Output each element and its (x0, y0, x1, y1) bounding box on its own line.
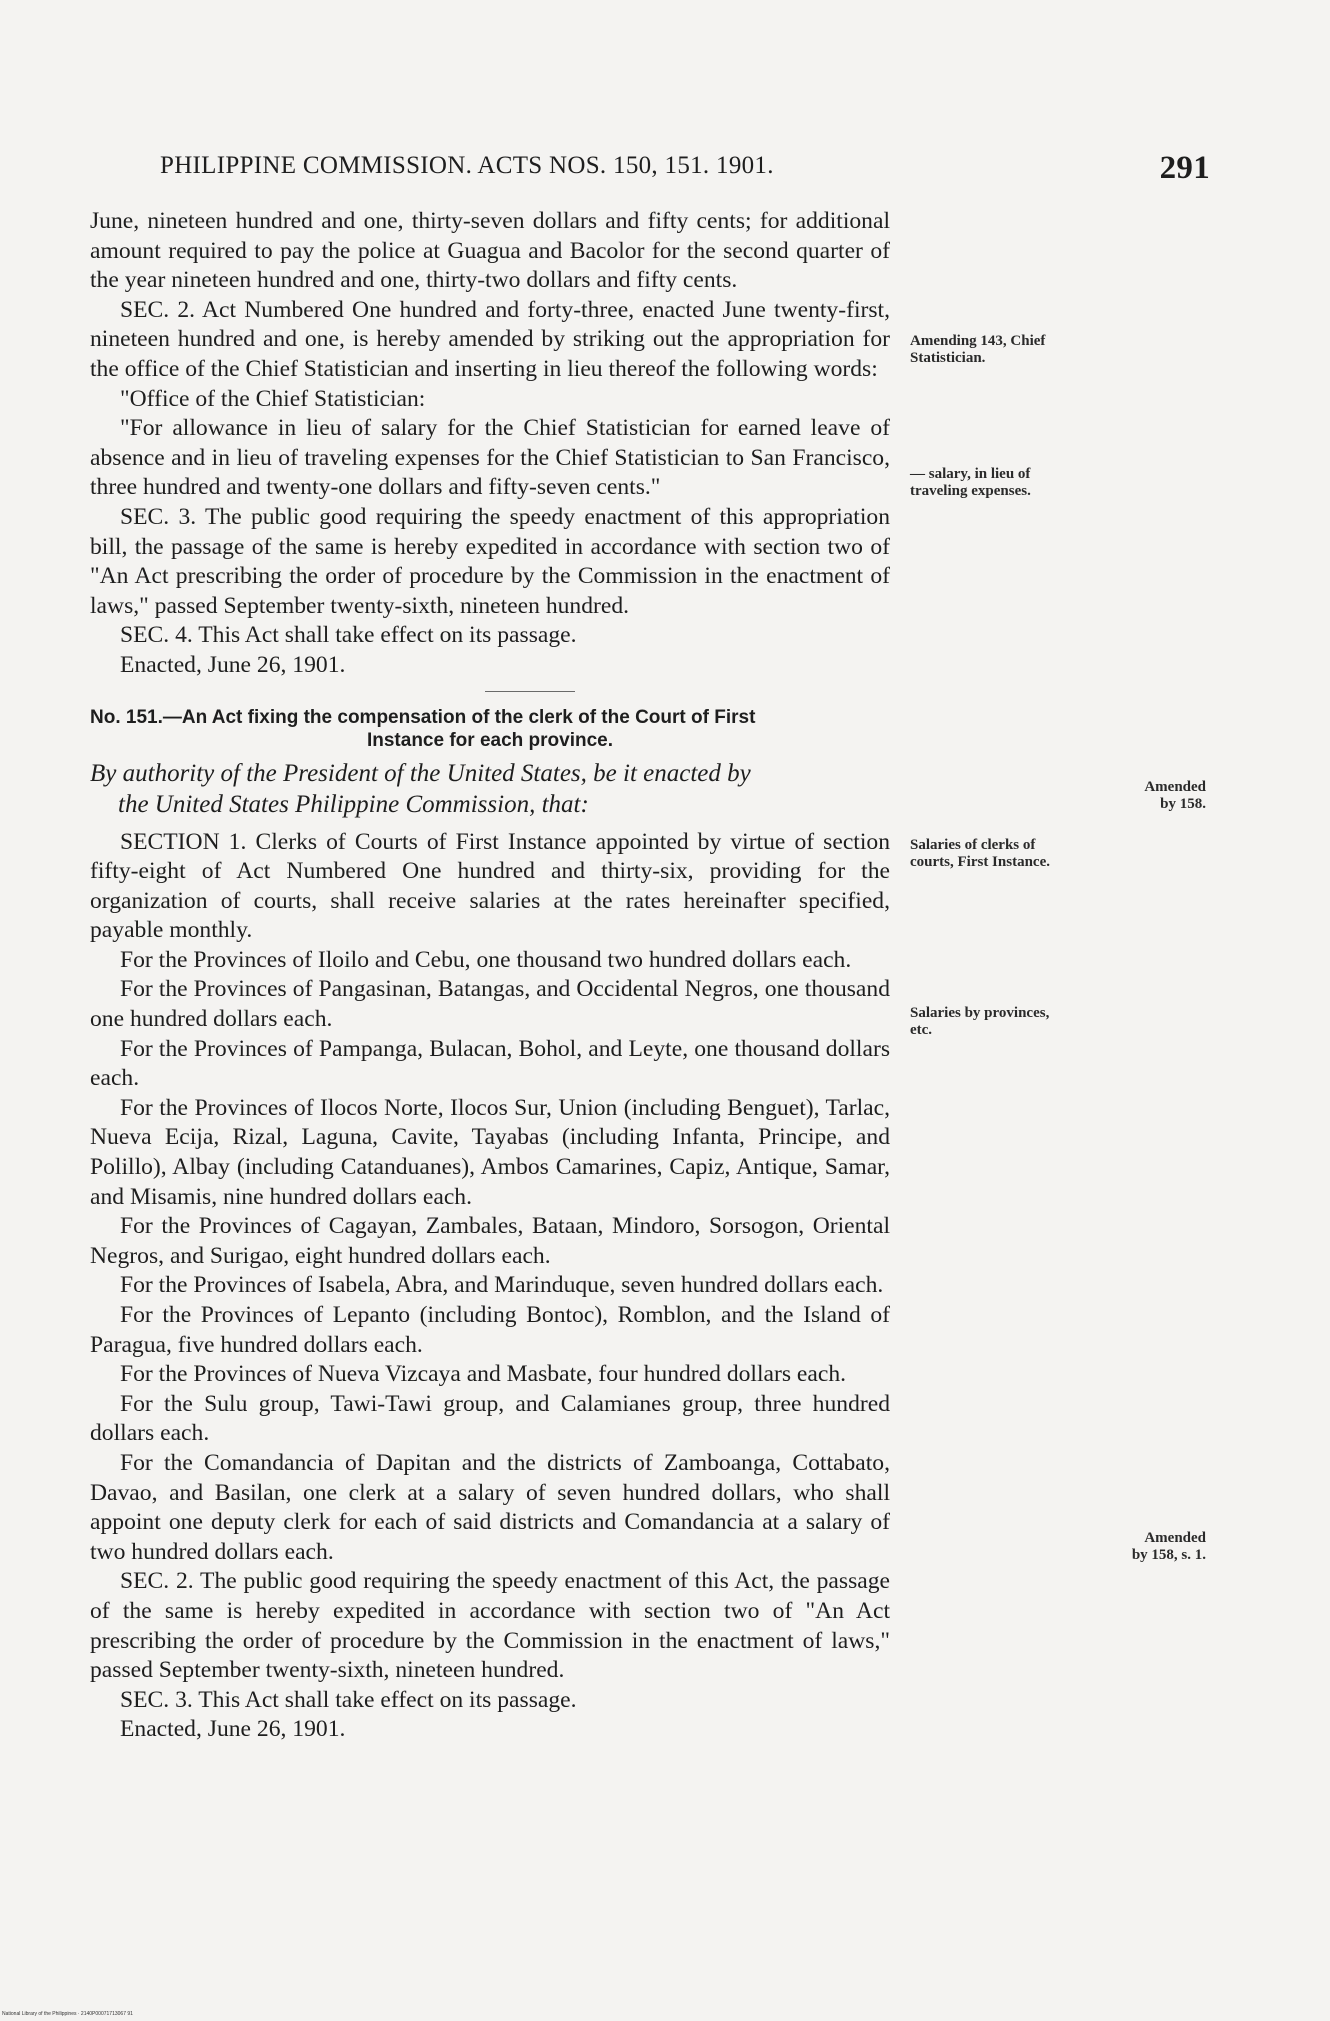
margin-note (910, 837, 1050, 871)
spacer (90, 820, 890, 828)
salary-provision: For the Provinces of Cagayan, Zambales, Bataan, Mindoro, Sorsogon, Oriental Negros, and Surigao, eight hundred dollars each. (90, 1213, 890, 1269)
margin-note-line: Salaries by provinces, (910, 1005, 1050, 1021)
paragraph-text: This Act shall take effect on its passage. (198, 1686, 577, 1713)
margin-note-line: etc. (910, 1022, 933, 1038)
paragraph-text: This Act shall take effect on its passage. (198, 622, 577, 649)
paragraph (90, 828, 890, 946)
scan-footer: National Library of the Philippines · 2140P00071713067 91 (2, 2011, 133, 2017)
paragraph: "Office of the Chief Statistician: (120, 385, 426, 412)
salary-provision: For the Provinces of Lepanto (including Bontoc), Romblon, and the Island of Paragua, five hundred dollars each. (90, 1302, 890, 1358)
margin-note-line: — salary, in lieu of (910, 466, 1031, 482)
paragraph-text: Act Numbered One hundred and forty-three, enacted June twenty-first, nineteen hundred and one, is hereby amended by striking out the appropriation for the office of the Chief Statistician and inserting in lieu thereof the following words: (90, 296, 890, 382)
paragraph-text: The public good requiring the speedy enactment of this appropriation bill, the passage of the same is hereby expedited in accordance with section two of "An Act prescribing the order of procedure by the Commission in the enactment of laws," passed September twenty-sixth, nineteen hundred. (90, 503, 890, 619)
body-text (90, 207, 890, 1745)
salary-provision: For the Provinces of Pampanga, Bulacan, Bohol, and Leyte, one thousand dollars each. (90, 1035, 890, 1092)
page-header (160, 150, 1210, 190)
margin-note-line: Salaries of clerks of (910, 837, 1036, 853)
paragraph (90, 1567, 890, 1685)
section-label: SEC. 4. (120, 622, 193, 649)
margin-note (910, 333, 1045, 367)
salary-provision: For the Sulu group, Tawi-Tawi group, and Calamianes group, three hundred dollars each. (90, 1390, 890, 1447)
section-label: SEC. 3. (120, 1686, 193, 1713)
salary-provision: For the Provinces of Iloilo and Cebu, one thousand two hundred dollars each. (120, 946, 852, 973)
enacted-date: Enacted, June 26, 1901. (120, 1716, 346, 1743)
divider (485, 691, 575, 692)
margin-note-line: Amended (1144, 1530, 1206, 1546)
salary-provision: For the Comandancia of Dapitan and the districts of Zamboanga, Cottabato, Davao, and Basilan, one clerk at a salary of seven hundred dollars, who shall appoint one deputy clerk for each of said districts and Comandancia at a salary of two hundred dollars each. (90, 1449, 890, 1565)
enacting-line: the United States Philippine Commission, that: (118, 790, 589, 818)
margin-note-line: Amending 143, Chief (910, 333, 1046, 349)
section-label: SEC. 2. (120, 296, 196, 323)
page-number: 291 (1159, 150, 1210, 186)
margin-note (910, 1005, 1049, 1039)
act-title-line: Instance for each province. (366, 729, 614, 751)
section-label: SEC. 3. (120, 503, 197, 530)
margin-note-line: traveling expenses. (910, 483, 1031, 499)
paragraph (90, 621, 890, 651)
margin-note (910, 466, 1031, 500)
paragraph-text: The public good requiring the speedy enactment of this Act, the passage of the same is hereby expedited in accordance with section two of "An Act prescribing the order of procedure by the Commission in the enactment of laws," passed September twenty-sixth, nineteen hundred. (90, 1568, 890, 1684)
salary-provision: For the Provinces of Pangasinan, Batangas, and Occidental Negros, one thousand one hundred dollars each. (90, 976, 890, 1033)
salary-provision: For the Provinces of Nueva Vizcaya and Masbate, four hundred dollars each. (120, 1361, 847, 1388)
salary-provision: For the Provinces of Ilocos Norte, Ilocos Sur, Union (including Benguet), Tarlac, Nueva Ecija, Rizal, Laguna, Cavite, Tayabas (including Infanta, Principe, and Polillo), Albay (including Catanduanes), Ambos Camarines, Capiz, Antique, Samar, and Misamis, nine hundred dollars each. (90, 1094, 890, 1210)
paragraph (90, 1686, 890, 1716)
paragraph (90, 503, 890, 621)
margin-note (1144, 779, 1206, 813)
section-label: SEC. 2. (120, 1568, 194, 1595)
margin-note-line: by 158. (1160, 796, 1206, 812)
paragraph (90, 296, 890, 385)
section-label: SECTION 1. (120, 828, 247, 855)
act-title (90, 706, 890, 752)
margin-note (1132, 1530, 1206, 1564)
margin-note-line: Statistician. (910, 350, 986, 366)
paragraph: "For allowance in lieu of salary for the Chief Statistician for earned leave of absence and in lieu of traveling expenses for the Chief Statistician to San Francisco, three hundred and twenty-one dollars and fifty-seven cents." (90, 415, 890, 501)
enacting-clause (90, 758, 890, 820)
paragraph: June, nineteen hundred and one, thirty-seven dollars and fifty cents; for additional amount required to pay the police at Guagua and Bacolor for the second quarter of the year nineteen hundred and one, thirty-two dollars and fifty cents. (90, 208, 890, 294)
running-title: PHILIPPINE COMMISSION. ACTS NOS. 150, 151. 1901. (160, 152, 774, 179)
salary-provision: For the Provinces of Isabela, Abra, and Marinduque, seven hundred dollars each. (120, 1272, 884, 1299)
act-title-line: No. 151.—An Act fixing the compensation of the clerk of the Court of First (90, 706, 756, 728)
margin-note-line: Amended (1144, 779, 1206, 795)
enacting-line: By authority of the President of the United States, be it enacted by (90, 759, 751, 787)
enacted-date: Enacted, June 26, 1901. (120, 651, 346, 678)
margin-note-line: courts, First Instance. (910, 854, 1050, 870)
paragraph-text: Clerks of Courts of First Instance appointed by virtue of section fifty-eight of Act Numbered One hundred and thirty-six, providing for the organization of courts, shall receive salaries at the rates hereinafter specified, payable monthly. (90, 828, 891, 944)
margin-note-line: by 158, s. 1. (1131, 1547, 1206, 1563)
